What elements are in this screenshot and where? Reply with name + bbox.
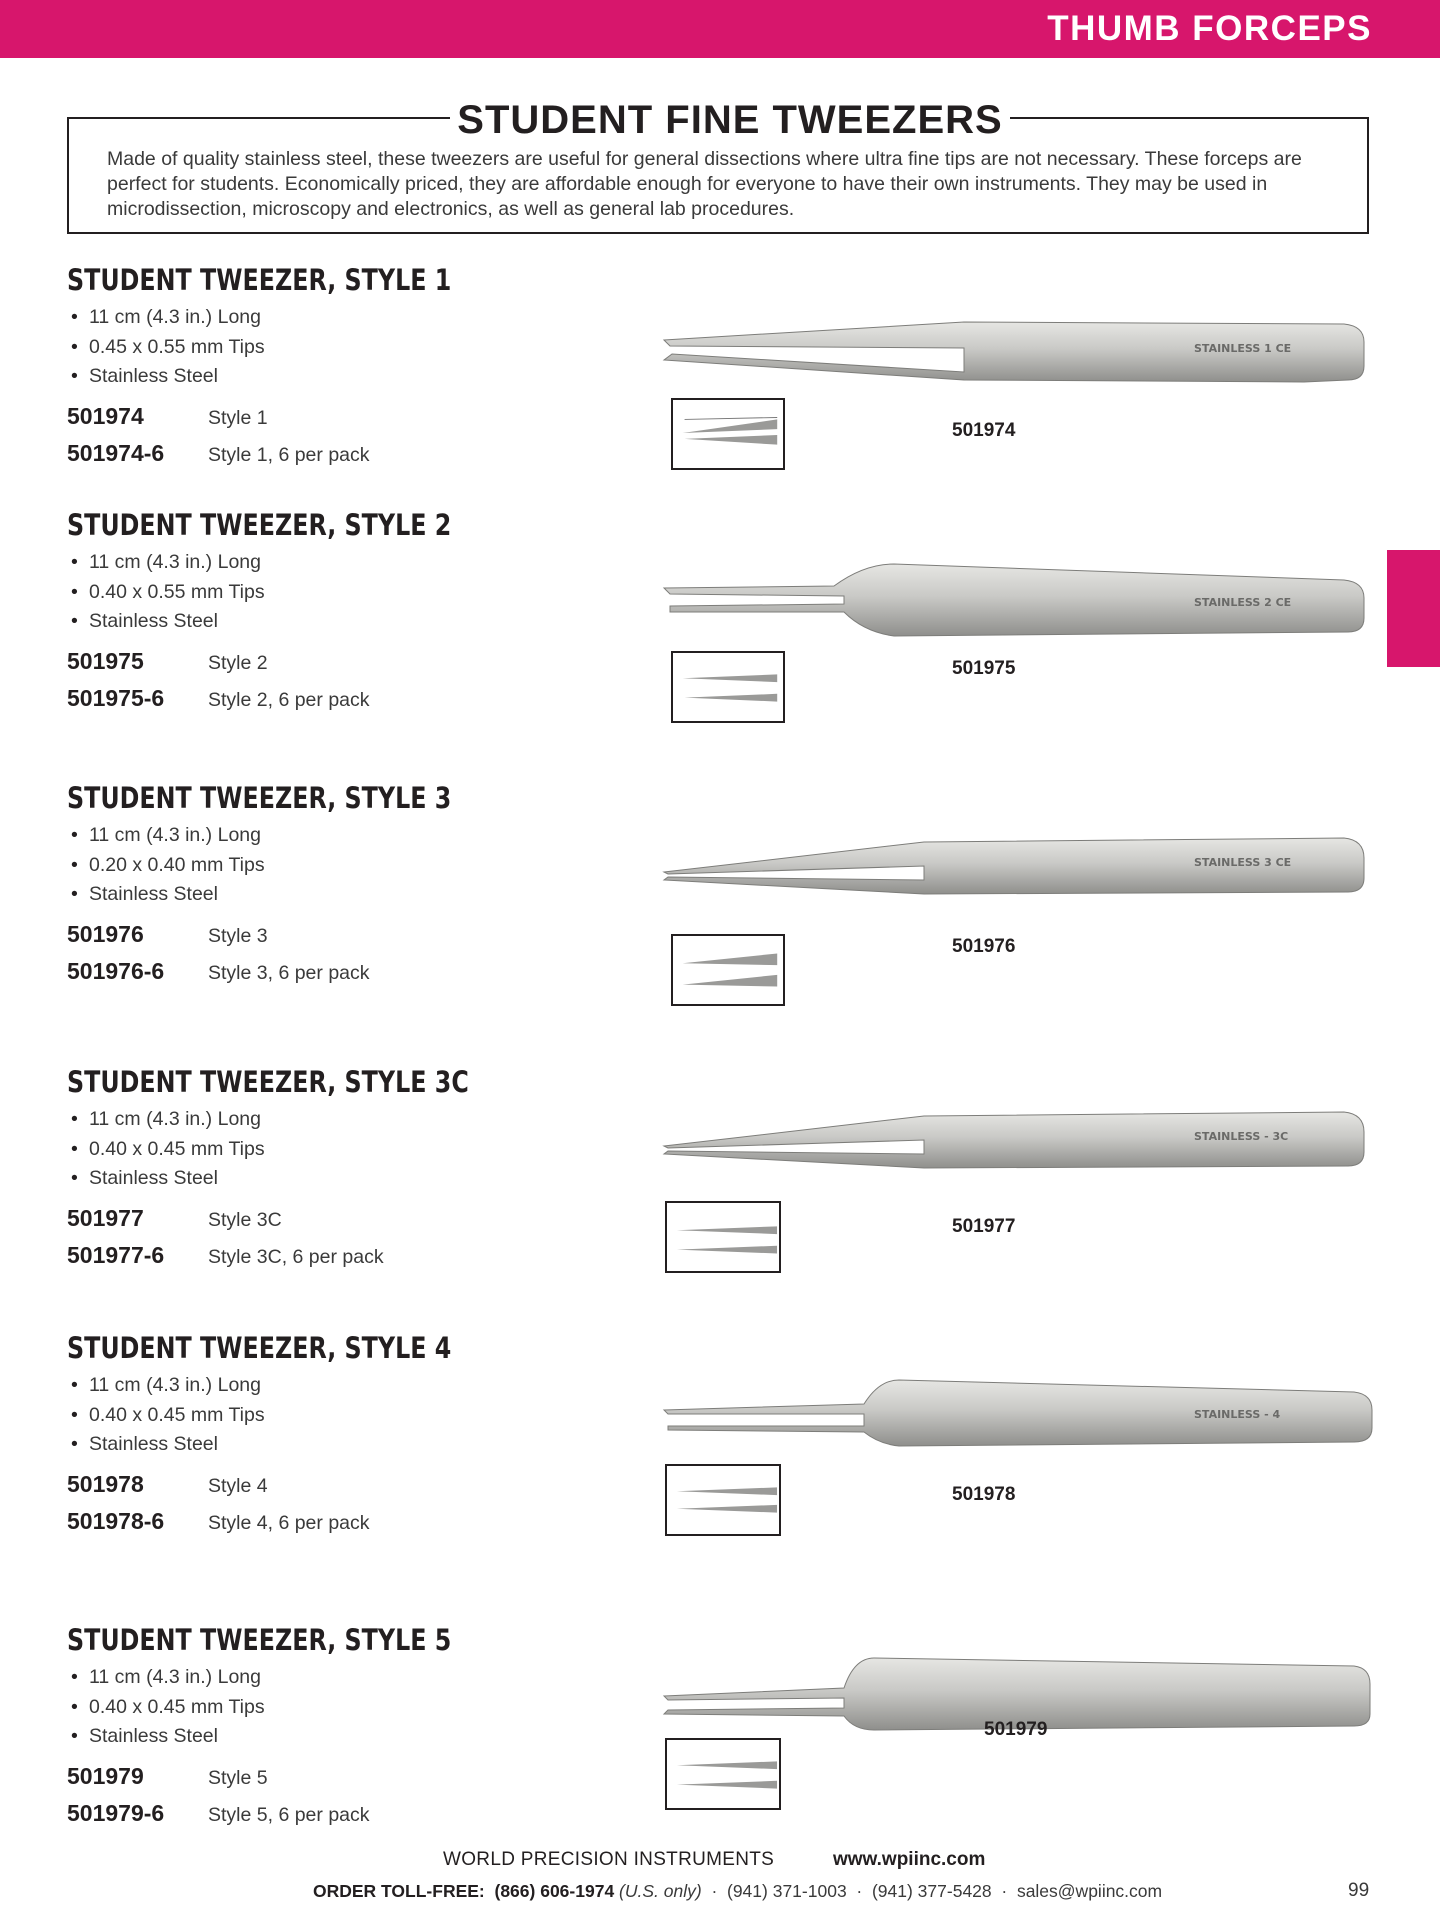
sku-description: Style 1, 6 per pack: [208, 444, 370, 466]
sku-row: [67, 1237, 384, 1274]
image-caption: 501978: [952, 1484, 1016, 1505]
tip-detail-drawing: [673, 653, 783, 721]
spec-length: • 11 cm (4.3 in.) Long: [67, 821, 265, 851]
sku-number: 501975-6: [67, 685, 165, 711]
separator: ·: [1001, 1881, 1008, 1901]
product-title: STUDENT TWEEZER, STYLE 3C: [67, 1065, 469, 1099]
order-label: ORDER TOLL-FREE:: [313, 1881, 485, 1901]
spec-list: [67, 548, 265, 637]
sku-number: 501978-6: [67, 1508, 165, 1534]
sku-row: [67, 643, 370, 680]
tip-detail-image: [671, 934, 785, 1006]
page-number: 99: [1348, 1880, 1370, 1901]
tip-detail-image: [665, 1464, 781, 1536]
tweezer-image: [664, 832, 1374, 922]
sku-description: Style 3C, 6 per pack: [208, 1246, 384, 1268]
sku-number: 501974-6: [67, 440, 165, 466]
sku-description: Style 4, 6 per pack: [208, 1512, 370, 1534]
tip-detail-image: [665, 1738, 781, 1810]
product-title: STUDENT TWEEZER, STYLE 3: [67, 781, 452, 815]
tip-detail-drawing: [673, 936, 783, 1004]
spec-length: • 11 cm (4.3 in.) Long: [67, 548, 265, 578]
tip-detail-image: [671, 651, 785, 723]
spec-tips: • 0.40 x 0.45 mm Tips: [67, 1401, 265, 1431]
sku-list: [67, 1200, 384, 1274]
image-caption: 501977: [952, 1216, 1016, 1237]
footer-company: WORLD PRECISION INSTRUMENTS: [443, 1849, 775, 1870]
sku-list: [67, 643, 370, 717]
intro-description: Made of quality stainless steel, these tweezers are useful for general dissections where ultra fine tips are not necessary. These forceps are perfect for students. Economically priced, they are affordable enough for everyone to have their own instruments. They may be used in microdissection, microscopy and electronics, as well as general lab procedures.: [107, 148, 1302, 220]
sku-row: [67, 1466, 370, 1503]
sku-row: [67, 435, 370, 472]
side-tab-marker: [1387, 550, 1440, 667]
image-caption: 501974: [952, 420, 1016, 441]
sku-row: [67, 1200, 384, 1237]
product-title: STUDENT TWEEZER, STYLE 1: [67, 263, 452, 297]
sku-number: 501979: [67, 1763, 144, 1789]
image-caption: 501979: [984, 1719, 1048, 1740]
sku-description: Style 3, 6 per pack: [208, 962, 370, 984]
footer-website[interactable]: www.wpiinc.com: [833, 1849, 986, 1870]
spec-list: [67, 821, 265, 910]
sku-description: Style 3: [208, 925, 268, 947]
footer-contact-line: [313, 1881, 1162, 1902]
spec-length: • 11 cm (4.3 in.) Long: [67, 1105, 265, 1135]
spec-list: [67, 1663, 265, 1752]
sku-number: 501977: [67, 1205, 144, 1231]
sku-description: Style 2: [208, 652, 268, 674]
sku-list: [67, 398, 370, 472]
tweezer-engraving: STAINLESS - 3C: [1194, 1130, 1289, 1143]
tip-detail-image: [671, 398, 785, 470]
image-caption: 501976: [952, 936, 1016, 957]
sku-row: [67, 953, 370, 990]
separator: ·: [856, 1881, 863, 1901]
product-title: STUDENT TWEEZER, STYLE 4: [67, 1331, 452, 1365]
spec-length: • 11 cm (4.3 in.) Long: [67, 1663, 265, 1693]
spec-tips: • 0.40 x 0.45 mm Tips: [67, 1135, 265, 1165]
tip-detail-drawing: [673, 400, 783, 468]
email-link[interactable]: sales@wpiinc.com: [1016, 1881, 1163, 1901]
sku-list: [67, 1466, 370, 1540]
sku-description: Style 1: [208, 407, 268, 429]
sku-description: Style 3C: [208, 1209, 282, 1231]
tweezer-image: [664, 560, 1374, 650]
sku-row: [67, 1758, 370, 1795]
separator: ·: [711, 1881, 718, 1901]
toll-free-number[interactable]: (866) 606-1974: [494, 1881, 615, 1901]
sku-number: 501978: [67, 1471, 144, 1497]
tweezer-engraving: STAINLESS 2 CE: [1194, 596, 1292, 609]
fax-number[interactable]: (941) 377-5428: [871, 1881, 992, 1901]
sku-list: [67, 1758, 370, 1832]
spec-material: • Stainless Steel: [67, 607, 265, 637]
spec-list: [67, 1371, 265, 1460]
tweezer-image: [664, 1374, 1374, 1464]
sku-row: [67, 1795, 370, 1832]
sku-description: Style 4: [208, 1475, 268, 1497]
tweezer-image: [664, 1106, 1374, 1196]
spec-material: • Stainless Steel: [67, 1722, 265, 1752]
sku-number: 501974: [67, 403, 144, 429]
sku-row: [67, 398, 370, 435]
spec-tips: • 0.45 x 0.55 mm Tips: [67, 333, 265, 363]
sku-number: 501975: [67, 648, 144, 674]
tweezer-engraving: STAINLESS 1 CE: [1194, 342, 1292, 355]
tip-detail-drawing: [667, 1740, 779, 1808]
spec-material: • Stainless Steel: [67, 880, 265, 910]
spec-list: [67, 303, 265, 392]
product-title: STUDENT TWEEZER, STYLE 5: [67, 1623, 452, 1657]
sku-description: Style 2, 6 per pack: [208, 689, 370, 711]
sku-row: [67, 680, 370, 717]
sku-description: Style 5, 6 per pack: [208, 1804, 370, 1826]
sku-list: [67, 916, 370, 990]
product-title: STUDENT TWEEZER, STYLE 2: [67, 508, 452, 542]
tweezer-image: [664, 318, 1374, 408]
spec-material: • Stainless Steel: [67, 1430, 265, 1460]
spec-length: • 11 cm (4.3 in.) Long: [67, 303, 265, 333]
sku-number: 501979-6: [67, 1800, 165, 1826]
sku-description: Style 5: [208, 1767, 268, 1789]
tip-detail-drawing: [667, 1466, 779, 1534]
spec-tips: • 0.40 x 0.45 mm Tips: [67, 1693, 265, 1723]
us-only-note: (U.S. only): [619, 1881, 702, 1901]
tweezer-engraving: STAINLESS - 4: [1194, 1408, 1281, 1421]
sku-row: [67, 916, 370, 953]
tweezer-engraving: STAINLESS 3 CE: [1194, 856, 1292, 869]
spec-material: • Stainless Steel: [67, 1164, 265, 1194]
tip-detail-image: [665, 1201, 781, 1273]
section-label: THUMB FORCEPS: [1047, 9, 1372, 48]
sku-number: 501976-6: [67, 958, 165, 984]
spec-length: • 11 cm (4.3 in.) Long: [67, 1371, 265, 1401]
sku-number: 501977-6: [67, 1242, 165, 1268]
sku-number: 501976: [67, 921, 144, 947]
tip-detail-drawing: [667, 1203, 779, 1271]
image-caption: 501975: [952, 658, 1016, 679]
spec-tips: • 0.20 x 0.40 mm Tips: [67, 851, 265, 881]
spec-list: [67, 1105, 265, 1194]
phone-number[interactable]: (941) 371-1003: [727, 1881, 847, 1901]
spec-material: • Stainless Steel: [67, 362, 265, 392]
intro-title: STUDENT FINE TWEEZERS: [450, 94, 1010, 146]
spec-tips: • 0.40 x 0.55 mm Tips: [67, 578, 265, 608]
sku-row: [67, 1503, 370, 1540]
